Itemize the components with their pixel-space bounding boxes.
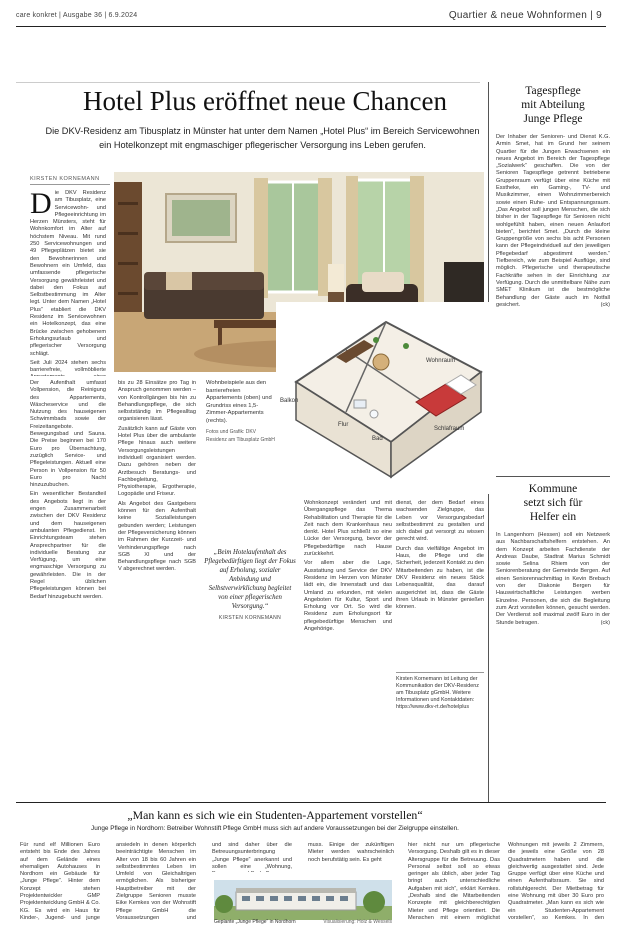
bottom-column-1: Für rund elf Millionen Euro entsteht bis Ende des Jahres auf dem Gelände eines ehemaligen Autohauses in Nordhorn ein Gebäude für „Junge Pflege“. Hinter dem Konzept stehen Projektentwickler GMP Projektentwicklung GmbH & Co. KG. Es wird ein Haus für Kinder-, Jugend- und junge — [20, 842, 100, 921]
drop-cap: D — [30, 190, 52, 220]
article-paragraph: Vor allem aber die Lage, Ausstattung und Service der DKV Residenz im Herzen von Münster lädt ein, die Innenstadt und das Umland zu erkunden, mit vielen Angeboten für Kultur, Sport und Erholung vor Ort. So wird die Residenz zum Erholungsort für pflegebedürftige Menschen und Angehörige. — [304, 560, 392, 633]
nordhorn-building-photo — [214, 880, 392, 920]
article-paragraph: Seit Juli 2024 stehen sechs barrierefreie, vollmöblierte — [30, 359, 106, 374]
floor-plan — [276, 302, 490, 494]
floor-plan-drawing — [276, 302, 490, 494]
sidebar-headline-line: mit Abteilung — [521, 99, 585, 111]
bottom-column-2: ansiedeln in denen körperlich beeinträchtigte Menschen im Alter von 18 bis 60 Jahren ein selbstbestimmtes Leben im Umfeld von Gleichaltrigen ermöglichen. Als bisheriger Hauptbetreiber mit der Zielgruppe Senioren musste Eike Kemkes von der Wohnstift Pflege GmbH die Voraussetzungen und — [116, 842, 196, 921]
bottom-photo-credit: Visualisierung: Holz & Wessels — [323, 919, 392, 925]
photo-caption — [206, 380, 276, 444]
article-column-5 — [396, 500, 484, 630]
sidebar-separator — [496, 476, 610, 477]
author-bio-text: Kirsten Kornemann ist Leitung der Kommunikation der DKV-Residenz am Tibusplatz gGmbH. Weitere Informationen und Kontaktdaten: — [396, 676, 479, 703]
article-paragraph: dienst, der dem Bedarf eines wachsenden Zielgruppe, das Leben vor Versorgungsbedarf selbstbestimmt zu gestalten und sich dabei gut versorgt zu wissen gerecht wird. — [396, 500, 484, 543]
article-column-4 — [304, 500, 392, 710]
bottom-article-deck: Junge Pflege in Nordhorn: Betreiber Wohnstift Pflege GmbH muss sich auf andere Voraussetzungen bei der Zielgruppe einstellen. — [91, 825, 459, 832]
bottom-column-3: und sind daher über die Betreuungsunterbringung „Junge Pflege“ anerkannt und sollen eine „Wohnung, — [212, 842, 292, 870]
author-bio-link[interactable]: https://www.dkv-rt.de/hotelplus — [396, 704, 470, 710]
sidebar-headline-line: Tagespflege — [525, 85, 581, 97]
sidebar-author-tag: (ck) — [600, 619, 610, 626]
article-headline: Hotel Plus eröffnet neue Chancen — [83, 86, 447, 116]
bio-rule — [396, 672, 484, 673]
article-paragraph: Als Angebot des Gastgebers können für den Aufenthalt keine Sozialleistungen gebunden werden; Leistungen der Pflegeversicherung können im Rahmen der Kurzzeit- und Verhinderungspflege nach SGB XI und der Behandlungspflege nach SGB V abgerechnet werden. — [118, 500, 196, 573]
sidebar-headline-line: setzt sich für — [523, 497, 583, 509]
article-column-3 — [118, 380, 196, 710]
section-title: Quartier & neue Wohnformen | 9 — [448, 10, 602, 21]
article-paragraph: Zusätzlich kann auf Gäste von Hotel Plus über die ambulante Pflege hinaus auch weitere Versorgungsleistungen individuell organisiert werden. Dazu gehören neben der Arztbesuch Beratungs- und Fachbegleitung, Physiotherapie, Ergotherapie, Logopädie und Friseur. — [118, 425, 196, 498]
bottom-column-4: muss. Einige der zukünftigen Mieter werden wahrscheinlich noch berufstätig sein. Es geht — [308, 842, 394, 863]
label-bath: Bad — [372, 436, 383, 442]
bottom-photo-caption — [214, 920, 392, 925]
bottom-column-6 — [508, 842, 604, 922]
article-paragraph: Wohnkonzept verändert und mit Übergangspflege das Thema Rehabilitation und Therapie für die Zeit nach dem Krankenhaus neu denkt. Hotel Plus schließt so eine Lücke der Versorgung, bevor der Pflegebedürftige nach Hause zurückkehrt. — [304, 500, 392, 558]
label-balcony: Balkon — [280, 398, 299, 404]
label-hall: Flur — [338, 422, 349, 428]
article-column-1 — [30, 190, 106, 376]
sidebar-article-2 — [496, 482, 610, 782]
article-column-2 — [30, 380, 106, 710]
label-sleep: Schlafraum — [434, 426, 465, 432]
article-paragraph: bis zu 28 Einsätze pro Tag in Anspruch genommen werden – von Kontrollgängen bis hin zu Behandlungspflege, die sich selbstständig im Pflegealltag organisieren lässt. — [118, 380, 196, 423]
pull-quote — [204, 548, 296, 621]
article-paragraph: ie DKV Residenz am Tibusplatz, eine Servicewohn- und Pflegeeinrichtung im Herzen Münsters, steht für Wohnkomfort im Alter auf höchstem Niveau. Mit rund 250 Servicewohnungen und 49 Pflegeplätzen bietet sie den Bewohnerinnen und Bewohnern ein Umfeld, das umfassende pflegerische Versorgung gewährleistet und dabei den Fokus auf Selbstbestimmung im Alter legt. Unter dem Namen „Hotel Plus“ etabliert die DKV Residenz im Servicewohnen ein Hotelkonzept, das eine Brücke zwischen gehobenem Erholungsurlaub und pflegerischer Versorgung schlägt. — [30, 190, 106, 357]
pull-quote-source: KIRSTEN KORNEMANN — [218, 615, 282, 621]
pull-quote-text: „Beim Hotelaufenthalt des Pflegebedürftigen liegt der Fokus auf Erholung, sozialer Anbindung und Selbstverwirklichung begleitet von einer pflegerischen Versorgung.“ — [204, 549, 296, 610]
photo-caption-text: Wohnbeispiele aus den barrierefreien Appartements (oben) und Grundriss eines 1,5-Zimmer-Appartements (rechts). — [206, 380, 272, 424]
bottom-column-6-text: Wohnungen mit jeweils 2 Zimmern, die jeweils eine Größe von 28 Quadratmetern haben und die gleichwertig ausgestattet sind. Jede Gruppe verfügt über eine Küche und einen Aufenthaltsraum. Sie sind rollstuhlgerecht. Der Mietbetrag für eine Wohnung mit über 30 Euro pro Quadratmeter. „Man kann es sich wie ein Studenten-Appartement vorstellen“, so Kemkes. In den — [508, 842, 604, 921]
article-paragraph: Der Aufenthalt umfasst Vollpension, die Reinigung des Appartements, Wäscheservice und die Nutzung des hauseigenen Schwimmbads sowie der Freizeitangebote. Bewegungsbad und Sauna. Die Preise beginnen bei 170 Euro pro Übernachtung, zuzüglich Service- und Pflegeleistungen. Aktuell eine Person in Vollpension für 50 Euro pro Nacht hinzuzubuchen. — [30, 380, 106, 489]
sidebar-body-2 — [496, 532, 610, 782]
building-illustration — [214, 880, 392, 920]
sidebar-headline-line: Kommune — [528, 483, 578, 495]
author-bio — [396, 676, 484, 711]
sidebar-body-1 — [496, 134, 610, 424]
bottom-column-5: hier nicht nur um pflegerische Versorgung. Deshalb gilt es in dieser Altersgruppe für die Betreuung. Das Personal selbst soll so etwas geringer als üblich, aber jeder Tag bringt auch unterschiedliche Aufgaben mit sich“, erklärt Kemkes. „Deshalb sind die Mitarbeitenden Konzepte mit gleichberechtigten Mieter und Pflege orientiert. Die Menschen mit einem möglichst — [408, 842, 500, 921]
photo-credit: Fotos und Grafik: DKV Residenz am Tibusplatz GmbH — [206, 429, 275, 443]
author-credit: KIRSTEN KORNEMANN — [30, 176, 100, 182]
article-paragraph: Durch das vielfältige Angebot im Haus, die Pflege und die Sicherheit, jederzeit Kontakt zu den Mitarbeitenden zu haben, ist die DKV Residenz ein neues Stück Lebensqualität, das darauf ausgerichtet ist, dass die Gäste ihren Urlaub in Münster genießen können. — [396, 545, 484, 611]
bottom-photo-caption-text: Geplante „Junge Pflege“ in Nordhorn — [214, 919, 296, 925]
sidebar-headline-1 — [496, 84, 610, 126]
sidebar-author-tag: (ck) — [600, 301, 610, 308]
article-paragraph: Ein wesentlicher Bestandteil des Angebots liegt in der engen Zusammenarbeit zwischen der DKV Residenz und dem hauseigenen ambulanten Pflegedienst. Im Einrichtungsteam stehen Ansprechpartner für die individuelle Beratung zur Verfügung, um eine engmaschige Versorgung zu gewährleisten. Die in der Regel üblichen Pflegeleistungen können bei Bedarf hinzugebucht werden. — [30, 491, 106, 600]
bottom-article-rule — [16, 802, 606, 803]
top-thin-rule — [16, 82, 480, 83]
sidebar-body-text: In Langenhorn (Hessen) soll ein Netzwerk aus Nachbarschaftshelfern entstehen. An dem Konzept arbeiten Fachdienste der Andreas Daube, Stadtrat Marius Schmidt sowie Selina Rhiem von der Seniorenberatung der Gemeinde Bergen. Auf einen Seniorennachmittag in Kevin Brebach von der Diakonie Bergen für Hauswirtschaftliche Leistungen werben Einzelne. Personen, die sich die Begleitung zum Arzt vorstellen können, gesucht werden. Der Verdienst soll maximal zwölf Euro in der Stunde betragen. — [496, 532, 610, 626]
label-living: Wohnraum — [426, 358, 456, 364]
sidebar-body-text: Der Inhaber der Senioren- und Dienst K.G. Armin Smet, hat im Grund her seinem Quartier für die Jungen Erwachsenen ein neues Angebot im Bereich der Tagespflege „Sozialwerk“ geschaffen. Die von der Senioren Tagespflege getrennt betriebene Gruppenraum verfügt über eine Küche mit Esstheke, ein Gaming-, TV- und Musikzimmer, einen Wohnzimmerbereich sowie einen Ruhe- und Entspannungsraum. „Das Angebot soll jungen Menschen, die sich bisher in der Tagespflege für Senioren nicht wohlgefühlt haben, einen neuen Anlaufort bieten“, berichtet Smet. „Durch die kleine Gruppengröße von sechs bis acht Personen kann der Pflegeindividuell auf den jeweiligen Pflegebedarf abgestimmt werden.“ Tiefbereich, wie zum Beispiel Ausflüge, sind möglich. Pflegerische und therapeutische Fachkräfte sehen in der Einrichtung zur Verfügung. Durch die unmittelbare Nähe zum SMET Klinikum ist die bestmögliche Behandlung der Gäste auch im Notfall gesichert. — [496, 134, 610, 308]
bottom-article-headline: „Man kann es sich wie ein Studenten-Appartement vorstellen“ — [127, 808, 423, 822]
sidebar-headline-line: Junge Pflege — [523, 113, 583, 125]
header-rule — [16, 26, 606, 27]
sidebar-headline-line: Helfer ein — [529, 511, 577, 523]
author-rule — [30, 184, 110, 185]
sidebar-article-1 — [496, 84, 610, 424]
article-deck: Die DKV-Residenz am Tibusplatz in Münster hat unter dem Namen „Hotel Plus“ im Bereich Servicewohnen ein Hotelkonzept mit engmaschiger pflegerischer Versorgung ins Leben gerufen. — [45, 126, 480, 150]
issue-line: care konkret | Ausgabe 36 | 6.9.2024 — [16, 12, 138, 19]
sidebar-headline-2 — [496, 482, 610, 524]
